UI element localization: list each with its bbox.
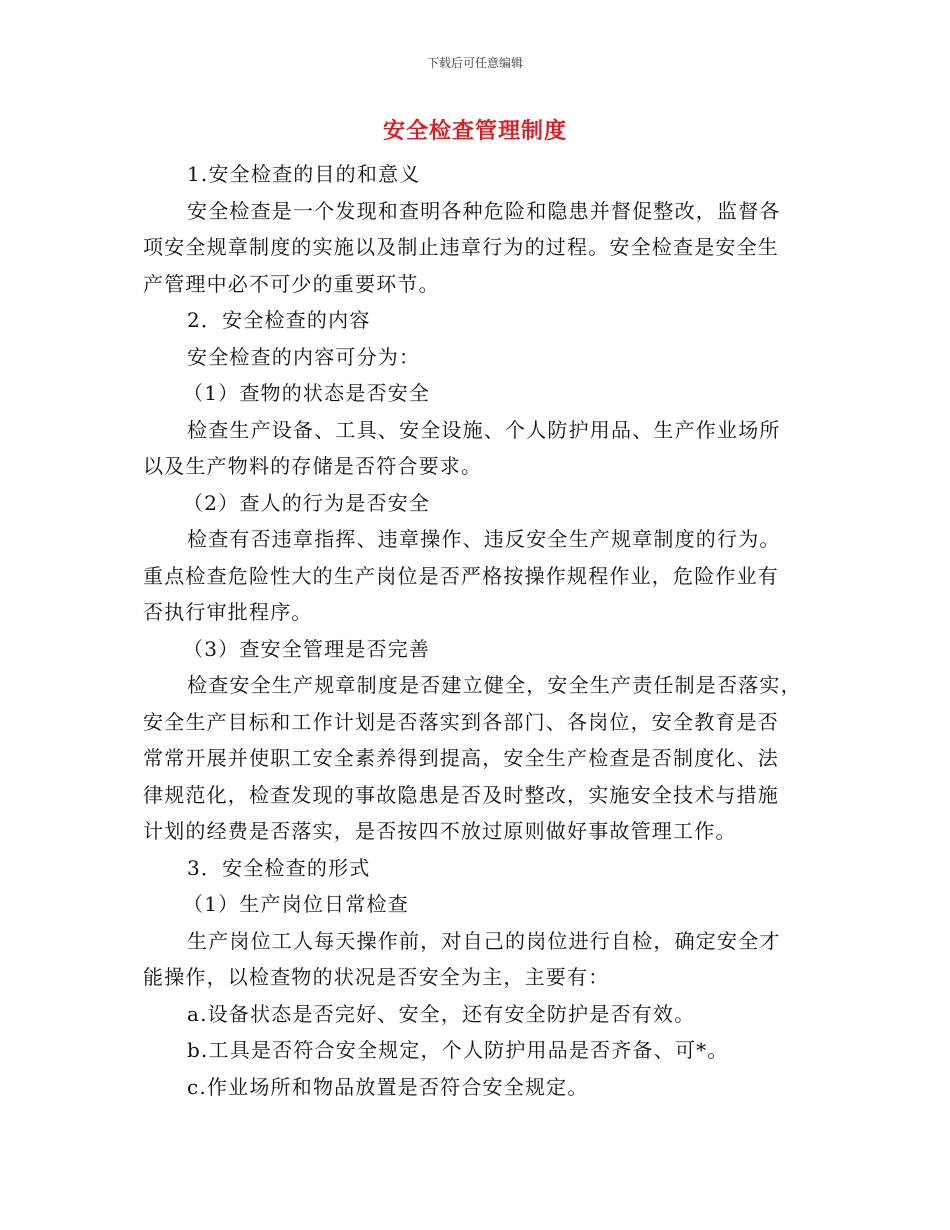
text-line: 安全检查是一个发现和查明各种危险和隐患并督促整改，监督各 bbox=[187, 198, 781, 223]
text-line: 1.安全检查的目的和意义 bbox=[187, 162, 421, 186]
text-line: 3．安全检查的形式 bbox=[187, 855, 371, 880]
paragraph bbox=[143, 886, 803, 923]
paragraph bbox=[143, 412, 803, 485]
text-line: 安全检查的内容可分为： bbox=[187, 344, 421, 369]
text-line: a.设备状态是否完好、安全，还有安全防护是否有效。 bbox=[187, 1001, 696, 1026]
text-line: （2）查人的行为是否安全 bbox=[183, 490, 431, 515]
paragraph bbox=[143, 485, 803, 522]
text-line: 能操作，以检查物的状况是否安全为主，主要有： bbox=[143, 965, 610, 989]
paragraph bbox=[143, 631, 803, 668]
paragraph bbox=[143, 996, 803, 1033]
paragraph bbox=[143, 375, 803, 412]
paragraph bbox=[143, 850, 803, 887]
text-line: b.工具是否符合安全规定，个人防护用品是否齐备、可*。 bbox=[187, 1038, 729, 1062]
paragraph bbox=[143, 156, 803, 193]
text-line: 重点检查危险性大的生产岗位是否严格按操作规程作业，危险作业有 bbox=[143, 563, 779, 588]
text-line: 生产岗位工人每天操作前，对自己的岗位进行自检，确定安全才 bbox=[187, 928, 781, 953]
text-line: 产管理中必不可少的重要环节。 bbox=[143, 271, 440, 296]
text-line: 项安全规章制度的实施以及制止违章行为的过程。安全检查是安全生 bbox=[143, 235, 779, 259]
document-body bbox=[143, 156, 803, 1105]
text-line: c.作业场所和物品放置是否符合安全规定。 bbox=[187, 1074, 589, 1099]
text-line: （1）查物的状态是否安全 bbox=[183, 381, 431, 405]
text-line: 以及生产物料的存储是否符合要求。 bbox=[143, 454, 483, 478]
paragraph bbox=[143, 193, 803, 303]
text-line: 常常开展并使职工安全素养得到提高，安全生产检查是否制度化、法 bbox=[143, 746, 779, 770]
text-line: 律规范化，检查发现的事故隐患是否及时整改，实施安全技术与措施 bbox=[143, 782, 779, 807]
text-line: （3）查安全管理是否完善 bbox=[183, 636, 431, 661]
text-line: 检查安全生产规章制度是否建立健全，安全生产责任制是否落实， bbox=[187, 673, 802, 697]
paragraph bbox=[143, 923, 803, 996]
paragraph bbox=[143, 521, 803, 631]
paragraph bbox=[143, 1069, 803, 1106]
header-note: 下载后可任意编辑 bbox=[426, 56, 523, 70]
paragraph bbox=[143, 302, 803, 339]
text-line: 检查生产设备、工具、安全设施、个人防护用品、生产作业场所 bbox=[187, 417, 781, 442]
document-title: 安全检查管理制度 bbox=[382, 119, 567, 144]
text-line: 安全生产目标和工作计划是否落实到各部门、各岗位，安全教育是否 bbox=[143, 709, 779, 734]
text-line: 2．安全检查的内容 bbox=[187, 308, 371, 332]
text-line: 检查有否违章指挥、违章操作、违反安全生产规章制度的行为。 bbox=[187, 527, 781, 551]
text-line: 计划的经费是否落实，是否按四不放过原则做好事故管理工作。 bbox=[143, 819, 737, 843]
paragraph bbox=[143, 1032, 803, 1069]
paragraph bbox=[143, 339, 803, 376]
text-line: （1）生产岗位日常检查 bbox=[183, 892, 409, 916]
paragraph bbox=[143, 667, 803, 850]
text-line: 否执行审批程序。 bbox=[143, 600, 313, 624]
